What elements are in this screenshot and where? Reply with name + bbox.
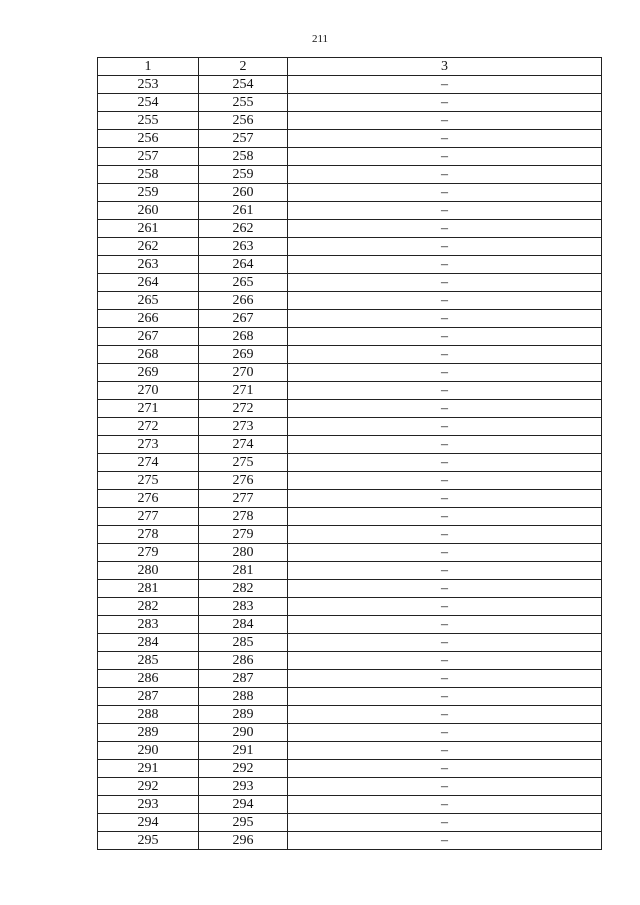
table-cell-col-1: 285 xyxy=(98,652,199,670)
table-cell-col-2: 289 xyxy=(199,706,288,724)
table-cell-col-3: – xyxy=(288,112,602,130)
table-row xyxy=(98,688,602,706)
table-cell-col-3: – xyxy=(288,310,602,328)
table-cell-col-1: 261 xyxy=(98,220,199,238)
table-cell-col-1: 291 xyxy=(98,760,199,778)
table-cell-col-1: 256 xyxy=(98,130,199,148)
table-cell-col-2: 273 xyxy=(199,418,288,436)
table-cell-col-1: 272 xyxy=(98,418,199,436)
column-header-2: 2 xyxy=(199,58,288,76)
table-row xyxy=(98,598,602,616)
table-row xyxy=(98,112,602,130)
table-cell-col-2: 296 xyxy=(199,832,288,850)
table-row xyxy=(98,292,602,310)
table-row xyxy=(98,490,602,508)
table-row xyxy=(98,796,602,814)
table-cell-col-2: 268 xyxy=(199,328,288,346)
table-cell-col-1: 287 xyxy=(98,688,199,706)
table-cell-col-2: 258 xyxy=(199,148,288,166)
table-cell-col-3: – xyxy=(288,328,602,346)
table-cell-col-1: 264 xyxy=(98,274,199,292)
table-row xyxy=(98,166,602,184)
table-cell-col-3: – xyxy=(288,580,602,598)
table-cell-col-1: 278 xyxy=(98,526,199,544)
page-number: 211 xyxy=(311,33,329,45)
table-cell-col-2: 295 xyxy=(199,814,288,832)
table-cell-col-1: 257 xyxy=(98,148,199,166)
table-cell-col-2: 263 xyxy=(199,238,288,256)
table-cell-col-3: – xyxy=(288,706,602,724)
table-cell-col-3: – xyxy=(288,364,602,382)
table-cell-col-2: 262 xyxy=(199,220,288,238)
table-cell-col-2: 265 xyxy=(199,274,288,292)
table-cell-col-2: 271 xyxy=(199,382,288,400)
table-cell-col-3: – xyxy=(288,778,602,796)
table-cell-col-3: – xyxy=(288,454,602,472)
table-cell-col-2: 261 xyxy=(199,202,288,220)
table-row xyxy=(98,580,602,598)
table-row xyxy=(98,94,602,112)
table-row xyxy=(98,814,602,832)
table-cell-col-1: 267 xyxy=(98,328,199,346)
table-cell-col-2: 294 xyxy=(199,796,288,814)
table-row xyxy=(98,526,602,544)
table-cell-col-1: 258 xyxy=(98,166,199,184)
table-cell-col-2: 267 xyxy=(199,310,288,328)
table-cell-col-2: 288 xyxy=(199,688,288,706)
table-cell-col-2: 287 xyxy=(199,670,288,688)
table-header-row xyxy=(98,58,602,76)
table-cell-col-2: 278 xyxy=(199,508,288,526)
table-cell-col-3: – xyxy=(288,436,602,454)
table-row xyxy=(98,616,602,634)
table-cell-col-1: 263 xyxy=(98,256,199,274)
table-row xyxy=(98,742,602,760)
table-row xyxy=(98,310,602,328)
table-row xyxy=(98,472,602,490)
table-cell-col-1: 286 xyxy=(98,670,199,688)
table-row xyxy=(98,544,602,562)
table-cell-col-2: 283 xyxy=(199,598,288,616)
table-row xyxy=(98,508,602,526)
table-cell-col-1: 255 xyxy=(98,112,199,130)
table-cell-col-1: 281 xyxy=(98,580,199,598)
table-cell-col-3: – xyxy=(288,544,602,562)
table-row xyxy=(98,778,602,796)
table-cell-col-1: 268 xyxy=(98,346,199,364)
table-cell-col-3: – xyxy=(288,634,602,652)
table-cell-col-3: – xyxy=(288,256,602,274)
table-cell-col-1: 288 xyxy=(98,706,199,724)
table-cell-col-3: – xyxy=(288,742,602,760)
table-cell-col-2: 292 xyxy=(199,760,288,778)
table-cell-col-1: 289 xyxy=(98,724,199,742)
table-cell-col-3: – xyxy=(288,598,602,616)
table-cell-col-2: 276 xyxy=(199,472,288,490)
table-cell-col-2: 257 xyxy=(199,130,288,148)
table-cell-col-3: – xyxy=(288,130,602,148)
table-cell-col-3: – xyxy=(288,688,602,706)
table-row xyxy=(98,400,602,418)
table-cell-col-2: 284 xyxy=(199,616,288,634)
table-row xyxy=(98,436,602,454)
table-cell-col-1: 277 xyxy=(98,508,199,526)
table-cell-col-3: – xyxy=(288,832,602,850)
table-row xyxy=(98,274,602,292)
table-cell-col-2: 291 xyxy=(199,742,288,760)
table-cell-col-1: 282 xyxy=(98,598,199,616)
table-cell-col-3: – xyxy=(288,184,602,202)
table-cell-col-2: 274 xyxy=(199,436,288,454)
table-cell-col-1: 253 xyxy=(98,76,199,94)
table-cell-col-2: 275 xyxy=(199,454,288,472)
table-cell-col-3: – xyxy=(288,652,602,670)
table-cell-col-3: – xyxy=(288,346,602,364)
table-row xyxy=(98,652,602,670)
table-cell-col-2: 285 xyxy=(199,634,288,652)
table-row xyxy=(98,670,602,688)
table-body xyxy=(98,76,602,850)
table-cell-col-2: 266 xyxy=(199,292,288,310)
table-row xyxy=(98,238,602,256)
table-row xyxy=(98,148,602,166)
table-cell-col-3: – xyxy=(288,166,602,184)
table-cell-col-3: – xyxy=(288,508,602,526)
table-row xyxy=(98,760,602,778)
table-cell-col-2: 277 xyxy=(199,490,288,508)
table-row xyxy=(98,130,602,148)
table-cell-col-2: 259 xyxy=(199,166,288,184)
table-cell-col-3: – xyxy=(288,274,602,292)
table-cell-col-2: 280 xyxy=(199,544,288,562)
table-row xyxy=(98,724,602,742)
table-cell-col-1: 284 xyxy=(98,634,199,652)
table-cell-col-1: 292 xyxy=(98,778,199,796)
table-cell-col-2: 269 xyxy=(199,346,288,364)
table-cell-col-3: – xyxy=(288,238,602,256)
table-cell-col-3: – xyxy=(288,94,602,112)
data-table xyxy=(97,57,602,850)
table-cell-col-1: 254 xyxy=(98,94,199,112)
column-header-3: 3 xyxy=(288,58,602,76)
table-row xyxy=(98,364,602,382)
table-row xyxy=(98,346,602,364)
table-cell-col-1: 265 xyxy=(98,292,199,310)
table-cell-col-3: – xyxy=(288,382,602,400)
table-row xyxy=(98,220,602,238)
table-cell-col-1: 271 xyxy=(98,400,199,418)
table-row xyxy=(98,328,602,346)
table-cell-col-2: 270 xyxy=(199,364,288,382)
table-cell-col-3: – xyxy=(288,670,602,688)
table-cell-col-1: 260 xyxy=(98,202,199,220)
table-cell-col-3: – xyxy=(288,202,602,220)
table-cell-col-3: – xyxy=(288,472,602,490)
table-row xyxy=(98,454,602,472)
table-cell-col-1: 274 xyxy=(98,454,199,472)
table-cell-col-3: – xyxy=(288,796,602,814)
table-row xyxy=(98,382,602,400)
table-cell-col-3: – xyxy=(288,490,602,508)
table-cell-col-2: 290 xyxy=(199,724,288,742)
table-cell-col-2: 256 xyxy=(199,112,288,130)
table-cell-col-1: 295 xyxy=(98,832,199,850)
table-cell-col-1: 262 xyxy=(98,238,199,256)
table-cell-col-3: – xyxy=(288,562,602,580)
table-row xyxy=(98,184,602,202)
table-cell-col-2: 255 xyxy=(199,94,288,112)
table-cell-col-1: 279 xyxy=(98,544,199,562)
table-cell-col-1: 269 xyxy=(98,364,199,382)
table-cell-col-2: 264 xyxy=(199,256,288,274)
table-row xyxy=(98,706,602,724)
table-cell-col-3: – xyxy=(288,76,602,94)
table-row xyxy=(98,418,602,436)
table-row xyxy=(98,562,602,580)
table-cell-col-2: 260 xyxy=(199,184,288,202)
table-cell-col-1: 283 xyxy=(98,616,199,634)
table-cell-col-3: – xyxy=(288,616,602,634)
table-cell-col-3: – xyxy=(288,148,602,166)
table-cell-col-2: 286 xyxy=(199,652,288,670)
table-cell-col-1: 275 xyxy=(98,472,199,490)
table-cell-col-2: 282 xyxy=(199,580,288,598)
table-row xyxy=(98,256,602,274)
table-cell-col-1: 276 xyxy=(98,490,199,508)
table-cell-col-3: – xyxy=(288,724,602,742)
table-cell-col-2: 272 xyxy=(199,400,288,418)
table-cell-col-1: 266 xyxy=(98,310,199,328)
table-row xyxy=(98,76,602,94)
table-cell-col-3: – xyxy=(288,526,602,544)
table-cell-col-3: – xyxy=(288,400,602,418)
table-row xyxy=(98,832,602,850)
table-cell-col-1: 293 xyxy=(98,796,199,814)
table-cell-col-3: – xyxy=(288,760,602,778)
table-cell-col-2: 281 xyxy=(199,562,288,580)
table-cell-col-1: 259 xyxy=(98,184,199,202)
table-row xyxy=(98,634,602,652)
table-cell-col-1: 280 xyxy=(98,562,199,580)
table-cell-col-1: 290 xyxy=(98,742,199,760)
table-cell-col-3: – xyxy=(288,220,602,238)
table-cell-col-2: 254 xyxy=(199,76,288,94)
table-cell-col-3: – xyxy=(288,292,602,310)
table-row xyxy=(98,202,602,220)
table-cell-col-2: 293 xyxy=(199,778,288,796)
table-cell-col-1: 294 xyxy=(98,814,199,832)
table-cell-col-3: – xyxy=(288,814,602,832)
table-cell-col-2: 279 xyxy=(199,526,288,544)
table-cell-col-1: 273 xyxy=(98,436,199,454)
table-cell-col-3: – xyxy=(288,418,602,436)
table-cell-col-1: 270 xyxy=(98,382,199,400)
column-header-1: 1 xyxy=(98,58,199,76)
